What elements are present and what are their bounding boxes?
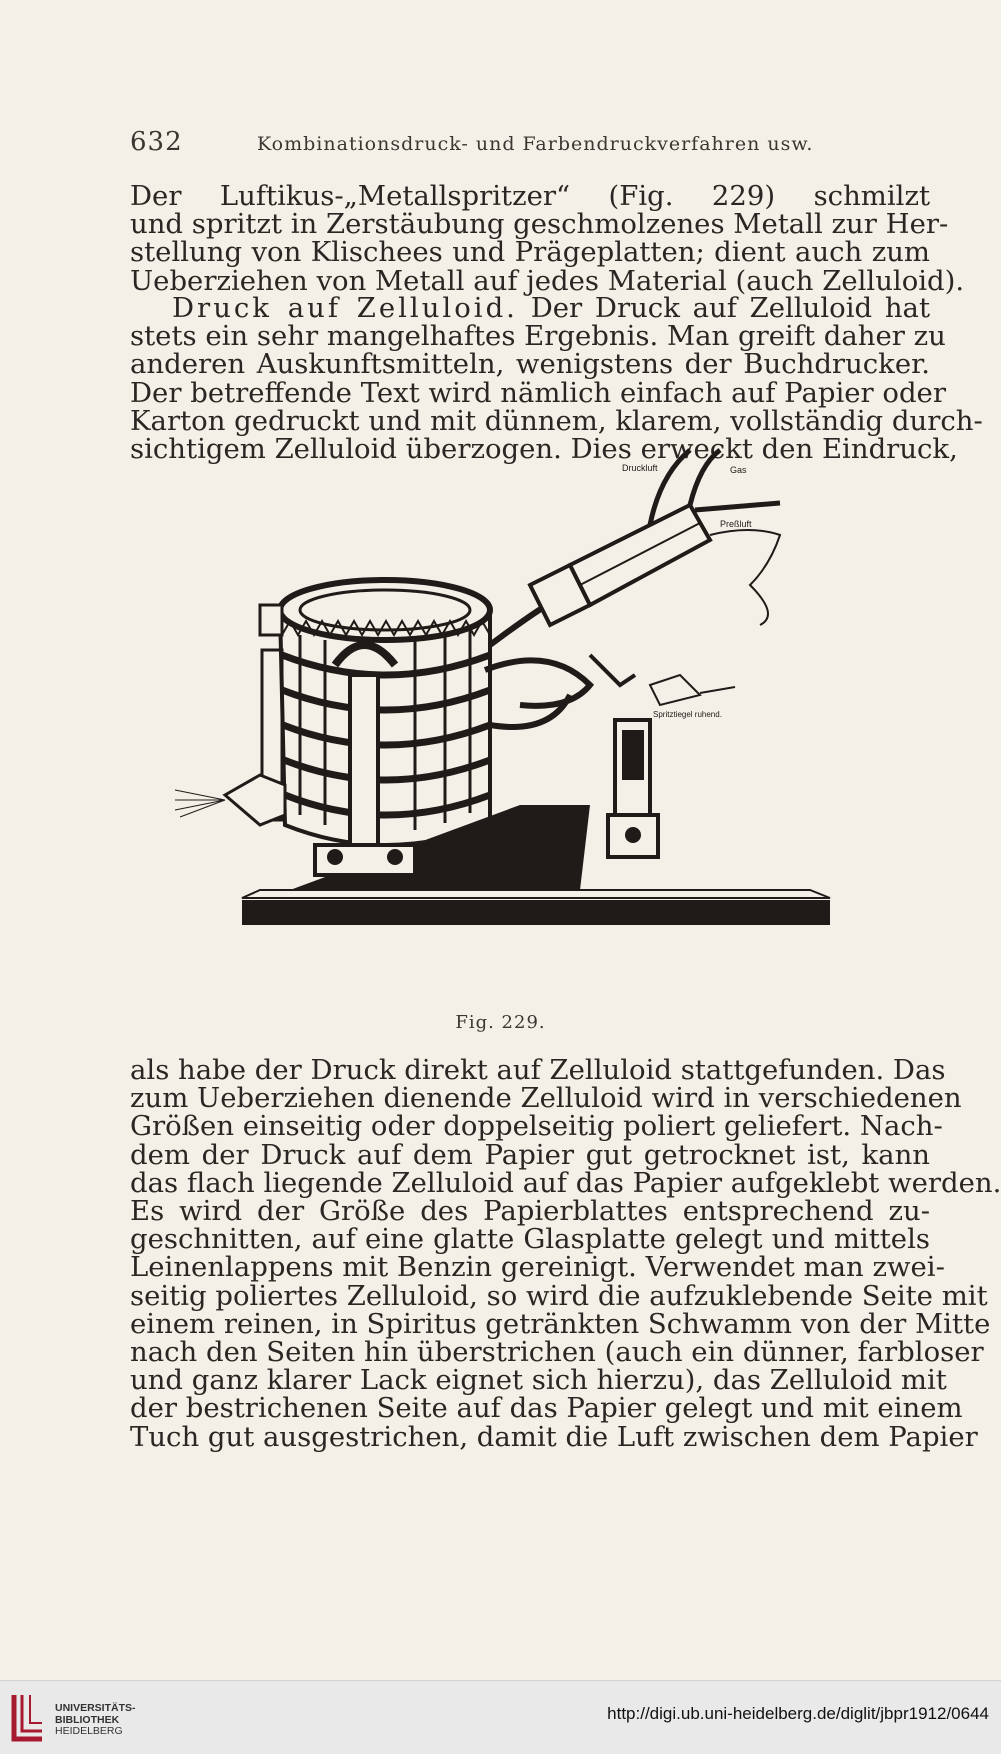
text-line: Karton gedruckt und mit dünnem, klarem, vollständig durch- xyxy=(130,404,983,437)
text-line: als habe der Druck direkt auf Zelluloid stattgefunden. Das xyxy=(130,1054,946,1086)
text-line: Tuch gut ausgestrichen, damit die Luft zwischen dem Papier xyxy=(130,1420,978,1453)
running-title: Kombinationsdruck- und Farbendruckverfahren usw. xyxy=(257,133,814,155)
page-number: 632 xyxy=(130,127,183,157)
text-line: der bestrichenen Seite auf das Papier gelegt und mit einem xyxy=(130,1392,963,1425)
text-line: einem reinen, in Spiritus getränkten Schwamm von der Mitte xyxy=(130,1307,991,1340)
text-line: Leinenlappens mit Benzin gereinigt. Verwendet man zwei- xyxy=(130,1251,945,1284)
label-druckluft: Druckluft xyxy=(622,463,658,473)
text-line: Ueberziehen von Metall auf jedes Material (auch Zelluloid). xyxy=(130,264,965,297)
text-line: das flach liegende Zelluloid auf das Papier aufgeklebt werden. xyxy=(130,1166,1001,1199)
label-pressluft: Preßluft xyxy=(720,519,752,529)
text-line: Der betreffende Text wird nämlich einfach auf Papier oder xyxy=(130,376,946,409)
text-line: Es wird der Größe des Papierblattes entsprechend zu- xyxy=(130,1195,930,1228)
text-line: Der Druck auf Zelluloid hat xyxy=(530,292,930,324)
permalink-url[interactable]: http://digi.ub.uni-heidelberg.de/diglit/jbpr1912/0644 xyxy=(607,1704,989,1723)
logo-line: UNIVERSITÄTS- xyxy=(55,1702,136,1714)
label-gas: Gas xyxy=(730,465,747,475)
logo-line: HEIDELBERG xyxy=(55,1725,123,1737)
section-heading: Druck auf Zelluloid. xyxy=(172,292,518,324)
paragraph-continuation xyxy=(130,1054,1001,1453)
text-line: Größen einseitig oder doppelseitig poliert geliefert. Nach- xyxy=(130,1110,943,1143)
library-logo-icon xyxy=(10,1691,46,1743)
paragraph-metallspritzer xyxy=(130,180,965,297)
text-line: stellung von Klischees und Prägeplatten; dient auch zum xyxy=(130,236,930,269)
text-line: nach den Seiten hin überstrichen (auch ein dünner, farbloser xyxy=(130,1336,984,1369)
text-line: dem der Druck auf dem Papier gut getrocknet ist, kann xyxy=(130,1138,930,1171)
text-line: und spritzt in Zerstäubung geschmolzenes Metall zur Her- xyxy=(130,208,949,241)
text-line: seitig poliertes Zelluloid, so wird die aufzuklebende Seite mit xyxy=(130,1279,988,1312)
viewer-footer xyxy=(0,1680,1001,1754)
metallspritzer-illustration xyxy=(190,463,840,1010)
text-line: Der Luftikus-„Metallspritzer“ (Fig. 229) schmilzt xyxy=(130,180,930,212)
text-line: zum Ueberziehen dienende Zelluloid wird in verschiedenen xyxy=(130,1082,962,1115)
library-logo-text xyxy=(55,1703,136,1738)
logo-line: BIBLIOTHEK xyxy=(55,1713,120,1726)
text-line: und ganz klarer Lack eignet sich hierzu), das Zelluloid mit xyxy=(130,1364,947,1397)
text-line: anderen Auskunftsmitteln, wenigstens der Buchdrucker. xyxy=(130,348,930,381)
label-spritztiegel: Spritztiegel ruhend. xyxy=(653,710,722,719)
paragraph-druck-auf-zelluloid xyxy=(130,292,983,466)
figure-caption: Fig. 229. xyxy=(455,1012,546,1033)
text-line: stets ein sehr mangelhaftes Ergebnis. Man greift daher zu xyxy=(130,320,946,353)
text-line: sichtigem Zelluloid überzogen. Dies erweckt den Eindruck, xyxy=(130,433,958,466)
text-line: geschnitten, auf eine glatte Glasplatte gelegt und mittels xyxy=(130,1223,930,1256)
text-line-with-heading xyxy=(130,294,930,322)
